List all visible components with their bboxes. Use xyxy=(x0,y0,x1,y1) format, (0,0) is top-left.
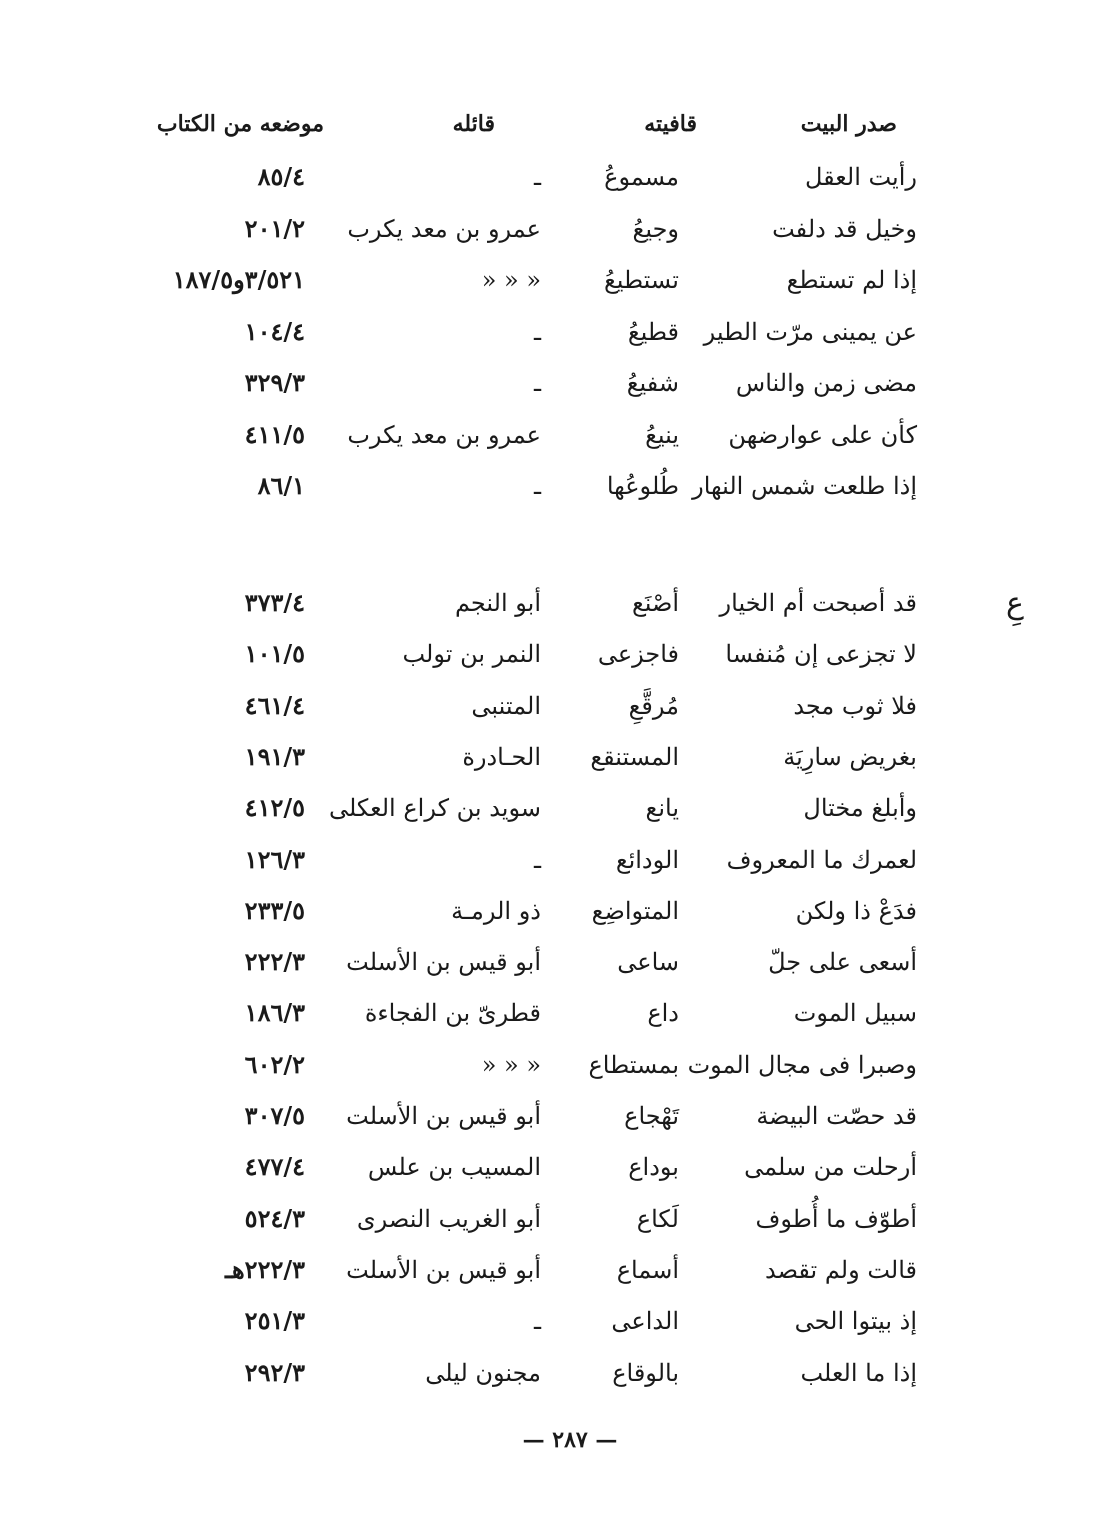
book-location: ٣/٥٢١و١٨٧/٥ xyxy=(172,265,305,294)
poet-name: ذو الرمـة xyxy=(451,896,541,925)
book-location: ٤٦١/٤ xyxy=(244,690,305,720)
table-row xyxy=(0,415,1107,455)
table-row xyxy=(0,312,1107,352)
section-letter: عِ xyxy=(1006,586,1024,621)
verse-opening: سبيل الموت xyxy=(793,999,917,1028)
poet-name: عمرو بن معد يكرب xyxy=(347,214,541,243)
rhyme-word: وجيعُ xyxy=(632,214,679,243)
table-row xyxy=(0,1301,1107,1341)
rhyme-word: فاجزعى xyxy=(597,640,679,669)
book-location: ٨٦/١ xyxy=(257,471,305,500)
poet-name: أبو قيس بن الأسلت xyxy=(346,1255,541,1284)
header-rhyme: قافيته xyxy=(644,111,697,137)
book-location: ٢٢٢/٣هـ xyxy=(224,1254,305,1284)
verse-opening: رأيت العقل xyxy=(804,163,917,191)
rhyme-word: شفيعُ xyxy=(626,369,679,397)
verse-opening: إذا لم تستطع xyxy=(786,266,917,294)
verse-opening: وأبلغ مختال xyxy=(803,794,917,823)
header-poet: قائله xyxy=(452,111,495,137)
table-row xyxy=(0,993,1107,1033)
table-row xyxy=(0,363,1107,403)
page-number: — ٢٨٧ — xyxy=(522,1427,618,1453)
poet-name: أبو الغريب النصرى xyxy=(356,1204,541,1233)
book-location: ٢٩٢/٣ xyxy=(244,1357,305,1387)
verse-opening: عن يمينى مرّت الطير xyxy=(703,317,917,346)
table-row xyxy=(0,260,1107,300)
verse-opening: إذا ما العلب xyxy=(800,1358,917,1387)
poet-name: ـ xyxy=(533,1307,541,1336)
verse-opening: مضى زمن والناس xyxy=(735,369,917,397)
book-location: ٣٢٩/٣ xyxy=(244,368,305,397)
table-row xyxy=(0,157,1107,197)
verse-opening: فلا ثوب مجد xyxy=(793,691,917,720)
book-location: ٢٢٢/٣ xyxy=(244,947,305,977)
book-location: ٤٧٧/٤ xyxy=(244,1152,305,1182)
table-row xyxy=(0,891,1107,931)
poet-name: « « « xyxy=(481,1050,541,1079)
poet-name: قطرىّ بن الفجاءة xyxy=(364,999,541,1028)
poet-name: أبو النجم xyxy=(454,589,541,617)
verse-opening: قالت ولم تقصد xyxy=(764,1255,917,1284)
book-location: ٤١١/٥ xyxy=(244,419,305,449)
rhyme-word: ينيعُ xyxy=(645,420,679,449)
table-row xyxy=(0,1353,1107,1393)
table-row xyxy=(0,1096,1107,1136)
rhyme-word: يانع xyxy=(645,794,679,823)
book-location: ٦٠٢/٢ xyxy=(244,1049,305,1079)
rhyme-word: بوداع xyxy=(628,1153,679,1182)
verse-opening: لا تجزعى إن مُنفسا xyxy=(725,640,917,669)
book-location: ٤١٢/٥ xyxy=(244,793,305,823)
table-row xyxy=(0,840,1107,880)
poet-name: ـ xyxy=(533,163,541,191)
poet-name: النمر بن تولب xyxy=(402,640,541,669)
poet-name: ـ xyxy=(533,369,541,397)
table-row xyxy=(0,737,1107,777)
poet-name: المتنبى xyxy=(471,691,541,720)
table-row xyxy=(0,209,1107,249)
poet-name: سويد بن كراع العكلى xyxy=(328,794,541,823)
verse-opening: لعمرك ما المعروف xyxy=(726,845,917,874)
verse-opening: قد حصّت البيضة xyxy=(756,1102,917,1130)
verse-opening: إذ بيتوا الحى xyxy=(794,1307,917,1336)
book-location: ٥٢٤/٣ xyxy=(244,1203,305,1233)
poet-name: ـ xyxy=(533,317,541,346)
book-location: ٢٣٣/٥ xyxy=(244,895,305,925)
poet-name: عمرو بن معد يكرب xyxy=(347,420,541,449)
rhyme-word: لَكاع xyxy=(636,1204,679,1233)
poet-name: ـ xyxy=(533,472,541,500)
table-row xyxy=(0,1199,1107,1239)
verse-opening: بغريض سارِيَة xyxy=(783,742,917,771)
rhyme-word: مُرقَّعِ xyxy=(628,691,679,720)
verse-opening: أسعى على جلّ xyxy=(768,948,917,977)
table-row xyxy=(0,788,1107,828)
rhyme-word: بمستطاع xyxy=(588,1050,679,1079)
header-location: موضعه من الكتاب xyxy=(156,111,324,137)
poet-name: الحـادرة xyxy=(462,742,541,771)
rhyme-word: تَهْجاع xyxy=(624,1102,679,1130)
table-row xyxy=(0,942,1107,982)
verse-opening: إذا طلعت شمس النهار xyxy=(692,472,917,500)
poet-name: المسيب بن علس xyxy=(367,1153,541,1182)
book-location: ٣٠٧/٥ xyxy=(244,1101,305,1130)
table-row xyxy=(0,583,1107,623)
poet-name: ـ xyxy=(533,845,541,874)
rhyme-word: طُلوعُها xyxy=(606,472,679,500)
rhyme-word: أسماع xyxy=(616,1255,679,1284)
rhyme-word: قطيعُ xyxy=(627,317,679,346)
book-location: ١٩١/٣ xyxy=(244,741,305,771)
verse-opening: كأن على عوارضهن xyxy=(728,420,917,449)
verse-opening: وخيل قد دلفت xyxy=(772,214,917,243)
table-row xyxy=(0,1147,1107,1187)
poet-name: أبو قيس بن الأسلت xyxy=(346,1102,541,1130)
book-location: ٢٠١/٢ xyxy=(244,213,305,243)
verse-opening: فدَعْ ذا ولكن xyxy=(795,896,917,925)
table-row xyxy=(0,686,1107,726)
verse-opening: أطوّف ما أُطوف xyxy=(755,1204,917,1233)
rhyme-word: ساعى xyxy=(617,948,679,977)
book-location: ٢٥١/٣ xyxy=(244,1306,305,1336)
table-row xyxy=(0,1250,1107,1290)
poet-name: مجنون ليلى xyxy=(425,1358,541,1387)
book-location: ٨٥/٤ xyxy=(257,162,305,191)
book-location: ١٠٤/٤ xyxy=(244,316,305,346)
book-location: ١٨٦/٣ xyxy=(244,998,305,1028)
rhyme-word: المستنقع xyxy=(590,742,679,771)
table-row xyxy=(0,634,1107,674)
poet-name: « « « xyxy=(481,266,541,294)
rhyme-word: الودائع xyxy=(615,845,679,874)
rhyme-word: داع xyxy=(647,999,679,1028)
book-location: ٣٧٣/٤ xyxy=(244,588,305,617)
rhyme-word: مسموعُ xyxy=(604,163,679,191)
verse-opening: قد أصبحت أم الخيار xyxy=(719,589,917,617)
verse-opening: وصبرا فى مجال الموت xyxy=(687,1050,917,1079)
book-location: ١٢٦/٣ xyxy=(244,844,305,874)
verse-opening: أرحلت من سلمى xyxy=(744,1153,917,1182)
poet-name: أبو قيس بن الأسلت xyxy=(346,948,541,977)
book-location: ١٠١/٥ xyxy=(244,639,305,669)
header-verse: صدر البيت xyxy=(800,111,897,137)
rhyme-word: بالوقاع xyxy=(612,1358,679,1387)
rhyme-word: المتواضِع xyxy=(591,896,679,925)
table-row xyxy=(0,466,1107,506)
rhyme-word: الداعى xyxy=(611,1307,679,1336)
table-row xyxy=(0,1045,1107,1085)
rhyme-word: أصْنَع xyxy=(631,589,679,617)
rhyme-word: تستطيعُ xyxy=(603,266,679,294)
